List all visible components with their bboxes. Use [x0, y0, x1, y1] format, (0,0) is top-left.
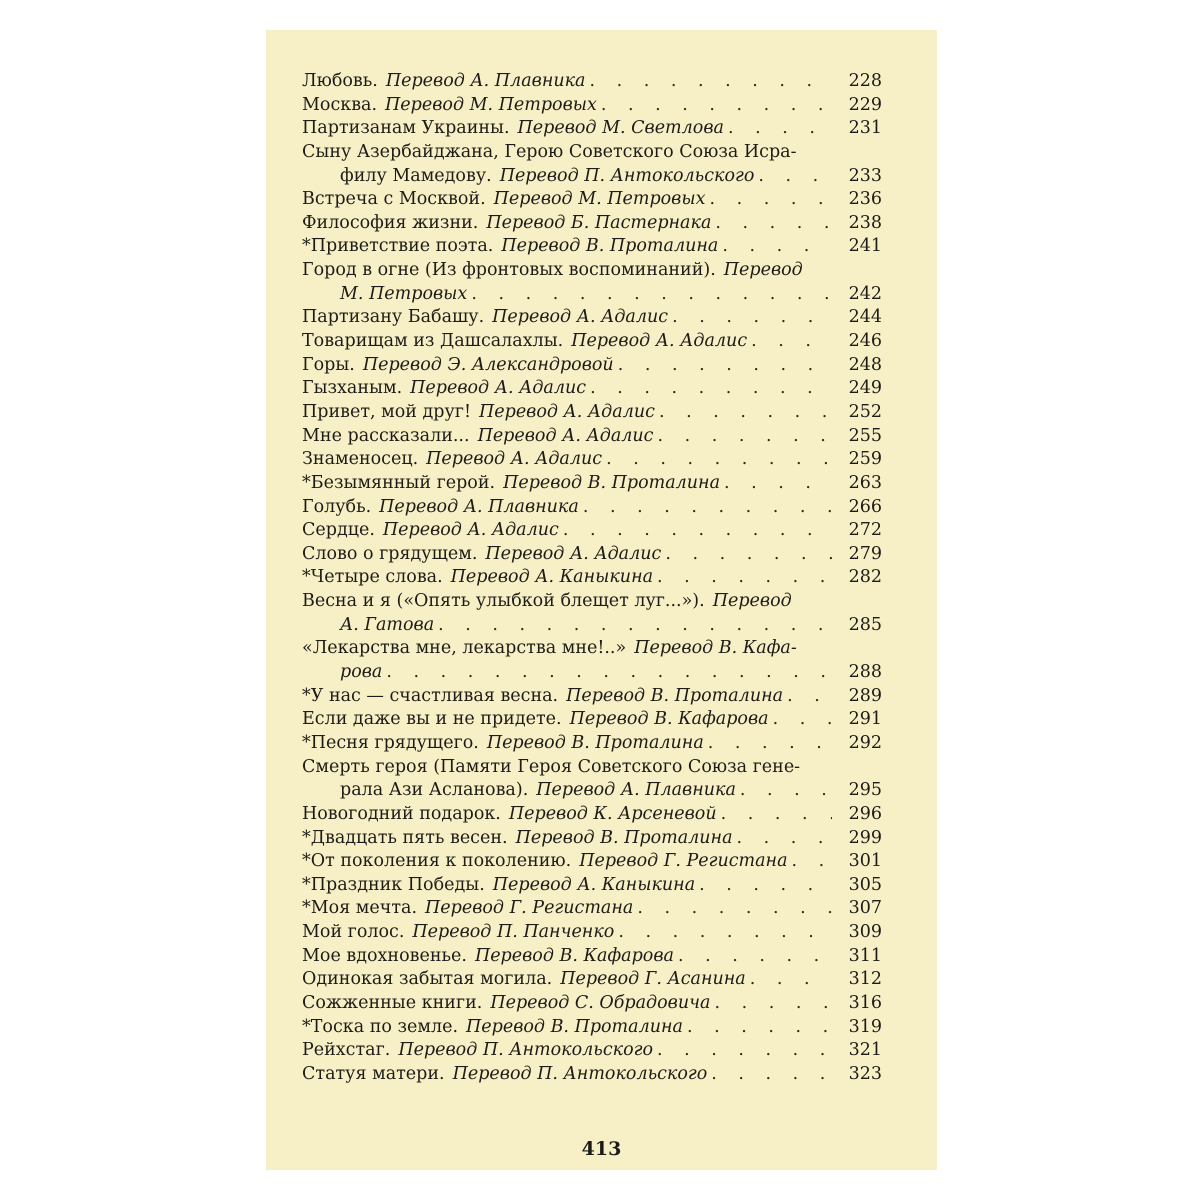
entry-title: Голубь. — [302, 496, 372, 517]
entry-title: рала Ази Асланова). — [340, 780, 529, 801]
entry-title: Горы. — [302, 354, 355, 375]
entry-translator: Перевод А. Адалис — [477, 425, 654, 446]
toc-entry — [302, 1063, 882, 1087]
toc-entry-first-line — [302, 259, 882, 283]
toc-entry — [302, 1039, 882, 1063]
entry-page-number: 292 — [848, 732, 882, 753]
dot-leader — [711, 1063, 832, 1087]
entry-translator: А. Гатова — [340, 614, 435, 635]
toc-entry — [302, 897, 882, 921]
entry-translator: Перевод В. Проталина — [501, 236, 719, 257]
entry-title: Гызханым. — [302, 378, 403, 399]
dot-leader — [714, 992, 832, 1016]
entry-page-number: 299 — [848, 827, 882, 848]
table-of-contents — [302, 70, 882, 1087]
toc-entry — [302, 377, 882, 401]
entry-translator: Перевод А. Адалис — [571, 331, 748, 352]
entry-title: Сердце. — [302, 520, 375, 541]
toc-entry — [302, 708, 882, 732]
dot-leader — [699, 874, 832, 898]
entry-title: Партизанам Украины. — [302, 118, 510, 139]
toc-entry — [302, 945, 882, 969]
entry-translator: Перевод А. Адалис — [479, 401, 655, 422]
entry-translator: Перевод М. Петровых — [385, 94, 597, 115]
toc-entry — [302, 165, 882, 189]
entry-page-number: 236 — [848, 189, 882, 210]
entry-translator: Перевод В. Проталина — [566, 685, 784, 706]
entry-page-number: 259 — [848, 449, 882, 470]
entry-title: Встреча с Москвой. — [302, 189, 486, 210]
toc-entry — [302, 732, 882, 756]
entry-page-number: 231 — [848, 118, 882, 139]
toc-entry — [302, 779, 882, 803]
toc-entry — [302, 661, 882, 685]
entry-page-number: 266 — [848, 496, 882, 517]
entry-translator-line1: Перевод В. Кафа- — [634, 638, 797, 659]
entry-page-number: 319 — [848, 1016, 882, 1037]
entry-page-number: 316 — [848, 992, 882, 1013]
entry-title: филу Мамедову. — [340, 165, 492, 186]
entry-translator: рова — [340, 662, 383, 683]
entry-page-number: 228 — [848, 71, 882, 91]
entry-title: Если даже вы и не придете. — [302, 709, 562, 730]
dot-leader — [773, 708, 832, 732]
entry-title-line1: Сыну Азербайджана, Герою Советского Союза Исра- — [302, 141, 797, 162]
entry-translator: Перевод А. Адалис — [492, 307, 669, 328]
entry-title: *Тоска по земле. — [302, 1016, 459, 1037]
entry-page-number: 248 — [848, 354, 882, 375]
toc-entry — [302, 803, 882, 827]
entry-translator: Перевод М. Петровых — [493, 189, 706, 210]
dot-leader — [386, 661, 832, 685]
entry-page-number: 255 — [848, 425, 882, 446]
toc-entry — [302, 1016, 882, 1040]
entry-page-number: 305 — [848, 874, 882, 895]
entry-translator: Перевод А. Плавника — [385, 71, 586, 91]
entry-title: *У нас — счастливая весна. — [302, 685, 559, 706]
dot-leader — [751, 330, 832, 354]
dot-leader — [583, 496, 832, 520]
entry-page-number: 301 — [848, 851, 882, 872]
dot-leader — [665, 543, 832, 567]
dot-leader — [590, 377, 832, 401]
entry-page-number: 282 — [848, 567, 882, 588]
toc-entry — [302, 94, 882, 118]
dot-leader — [750, 968, 832, 992]
dot-leader — [721, 803, 832, 827]
toc-entry — [302, 921, 882, 945]
toc-entry — [302, 401, 882, 425]
entry-translator: Перевод В. Проталина — [486, 732, 704, 753]
entry-page-number: 289 — [848, 685, 882, 706]
entry-translator-line1: Перевод — [712, 591, 792, 612]
toc-entry — [302, 188, 882, 212]
entry-translator: Перевод К. Арсеневой — [508, 803, 717, 824]
entry-title: Рейхстаг. — [302, 1040, 391, 1061]
entry-translator: Перевод Б. Пастернака — [486, 212, 712, 233]
dot-leader — [438, 614, 832, 638]
toc-entry — [302, 425, 882, 449]
entry-translator: Перевод В. Кафарова — [474, 945, 674, 966]
entry-title: *Двадцать пять весен. — [302, 827, 508, 848]
entry-page-number: 311 — [848, 945, 882, 966]
dot-leader — [658, 425, 833, 449]
entry-page-number: 238 — [848, 212, 882, 233]
entry-title: Мой голос. — [302, 922, 405, 943]
entry-translator: Перевод М. Светлова — [517, 118, 724, 139]
entry-title: Москва. — [302, 94, 378, 115]
toc-entry — [302, 614, 882, 638]
entry-translator: Перевод Г. Регистана — [425, 898, 634, 919]
entry-translator: Перевод В. Проталина — [466, 1016, 683, 1037]
book-page — [266, 30, 937, 1170]
entry-translator: Перевод А. Каныкина — [492, 874, 696, 895]
entry-translator: Перевод Э. Александровой — [362, 354, 614, 375]
entry-title-line1: Город в огне (Из фронтовых воспоминаний). — [302, 260, 716, 281]
entry-title: Мое вдохновенье. — [302, 945, 467, 966]
dot-leader — [637, 897, 832, 921]
dot-leader — [758, 165, 832, 189]
entry-page-number: 291 — [848, 709, 882, 730]
entry-title: Сожженные книги. — [302, 992, 483, 1013]
dot-leader — [471, 283, 832, 307]
entry-page-number: 229 — [848, 94, 882, 115]
entry-translator: Перевод А. Каныкина — [450, 567, 654, 588]
entry-page-number: 295 — [848, 780, 882, 801]
toc-entry-first-line — [302, 141, 882, 165]
page-number: 413 — [581, 1138, 622, 1160]
toc-entry-first-line — [302, 637, 882, 661]
toc-entry — [302, 685, 882, 709]
entry-page-number: 321 — [848, 1040, 882, 1061]
entry-title: Статуя матери. — [302, 1063, 445, 1084]
toc-entry — [302, 354, 882, 378]
toc-entry — [302, 968, 882, 992]
entry-title-line1: «Лекарства мне, лекарства мне!..» — [302, 638, 627, 659]
toc-entry — [302, 874, 882, 898]
dot-leader — [618, 921, 832, 945]
dot-leader — [787, 685, 832, 709]
entry-page-number: 246 — [848, 331, 882, 352]
toc-entry — [302, 306, 882, 330]
entry-page-number: 285 — [848, 614, 882, 635]
dot-leader — [740, 779, 832, 803]
dot-leader — [728, 117, 832, 141]
entry-translator: Перевод П. Антокольского — [398, 1040, 653, 1061]
entry-title: Мне рассказали... — [302, 425, 470, 446]
entry-translator-line1: Перевод — [723, 260, 803, 281]
dot-leader — [792, 850, 832, 874]
entry-page-number: 244 — [848, 307, 882, 328]
entry-page-number: 309 — [848, 922, 882, 943]
toc-entry — [302, 827, 882, 851]
entry-title: Новогодний подарок. — [302, 803, 501, 824]
entry-title: *От поколения к поколению. — [302, 851, 572, 872]
entry-title: *Праздник Победы. — [302, 874, 485, 895]
toc-entry-first-line — [302, 756, 882, 780]
dot-leader — [672, 306, 832, 330]
entry-translator: Перевод А. Адалис — [382, 520, 559, 541]
entry-title-line1: Смерть героя (Памяти Героя Советского Союза гене- — [302, 756, 801, 777]
entry-translator: Перевод А. Плавника — [379, 496, 579, 517]
toc-entry — [302, 235, 882, 259]
toc-entry — [302, 283, 882, 307]
toc-entry — [302, 212, 882, 236]
entry-translator: Перевод А. Адалис — [410, 378, 587, 399]
entry-page-number: 233 — [848, 165, 882, 186]
dot-leader — [606, 448, 832, 472]
entry-page-number: 296 — [848, 803, 882, 824]
entry-translator: М. Петровых — [340, 283, 468, 304]
dot-leader — [708, 732, 832, 756]
dot-leader — [590, 70, 833, 94]
toc-entry — [302, 330, 882, 354]
toc-entry — [302, 566, 882, 590]
entry-title: *Песня грядущего. — [302, 732, 479, 753]
dot-leader — [678, 945, 832, 969]
entry-page-number: 312 — [848, 969, 882, 990]
toc-entry — [302, 850, 882, 874]
toc-entry — [302, 472, 882, 496]
entry-translator: Перевод В. Проталина — [503, 472, 721, 493]
entry-title: Товарищам из Дашсалахлы. — [302, 331, 564, 352]
entry-title: Философия жизни. — [302, 212, 479, 233]
dot-leader — [724, 472, 832, 496]
dot-leader — [657, 1039, 832, 1063]
entry-title: *Моя мечта. — [302, 898, 418, 919]
entry-translator: Перевод С. Обрадовича — [490, 992, 711, 1013]
entry-page-number: 249 — [848, 378, 882, 399]
entry-page-number: 272 — [848, 520, 882, 541]
entry-translator: Перевод П. Панченко — [412, 922, 615, 943]
dot-leader — [657, 566, 832, 590]
toc-entry — [302, 992, 882, 1016]
dot-leader — [601, 94, 832, 118]
dot-leader — [737, 827, 832, 851]
dot-leader — [722, 235, 832, 259]
toc-entry — [302, 448, 882, 472]
entry-translator: Перевод В. Кафарова — [569, 709, 769, 730]
toc-entry — [302, 496, 882, 520]
entry-title: Слово о грядущем. — [302, 543, 478, 564]
entry-page-number: 263 — [848, 472, 882, 493]
entry-title: Одинокая забытая могила. — [302, 969, 553, 990]
entry-translator: Перевод Г. Асанина — [560, 969, 746, 990]
entry-translator: Перевод А. Плавника — [536, 780, 736, 801]
toc-entry — [302, 543, 882, 567]
entry-title-line1: Весна и я («Опять улыбкой блещет луг...»). — [302, 591, 705, 612]
entry-translator: Перевод П. Антокольского — [499, 165, 755, 186]
entry-title: *Четыре слова. — [302, 567, 443, 588]
entry-title: Знаменосец. — [302, 449, 419, 470]
entry-title: Привет, мой друг! — [302, 401, 471, 422]
dot-leader — [659, 401, 832, 425]
dot-leader — [715, 212, 832, 236]
entry-translator: Перевод А. Адалис — [426, 449, 603, 470]
toc-entry-first-line — [302, 590, 882, 614]
entry-title: *Безымянный герой. — [302, 472, 496, 493]
dot-leader — [710, 188, 833, 212]
entry-translator: Перевод П. Антокольского — [452, 1063, 708, 1084]
entry-page-number: 288 — [848, 662, 882, 683]
entry-title: Партизану Бабашу. — [302, 307, 485, 328]
entry-page-number: 279 — [848, 543, 882, 564]
entry-translator: Перевод В. Проталина — [515, 827, 733, 848]
toc-entry — [302, 70, 882, 94]
entry-page-number: 252 — [848, 401, 882, 422]
entry-page-number: 242 — [848, 283, 882, 304]
entry-title: Любовь. — [302, 71, 378, 91]
entry-page-number: 241 — [848, 236, 882, 257]
entry-page-number: 323 — [848, 1063, 882, 1084]
dot-leader — [687, 1016, 832, 1040]
entry-translator: Перевод А. Адалис — [485, 543, 662, 564]
toc-entry — [302, 117, 882, 141]
entry-page-number: 307 — [848, 898, 882, 919]
dot-leader — [563, 519, 832, 543]
dot-leader — [618, 354, 832, 378]
entry-translator: Перевод Г. Регистана — [579, 851, 788, 872]
entry-title: *Приветствие поэта. — [302, 236, 494, 257]
toc-entry — [302, 519, 882, 543]
